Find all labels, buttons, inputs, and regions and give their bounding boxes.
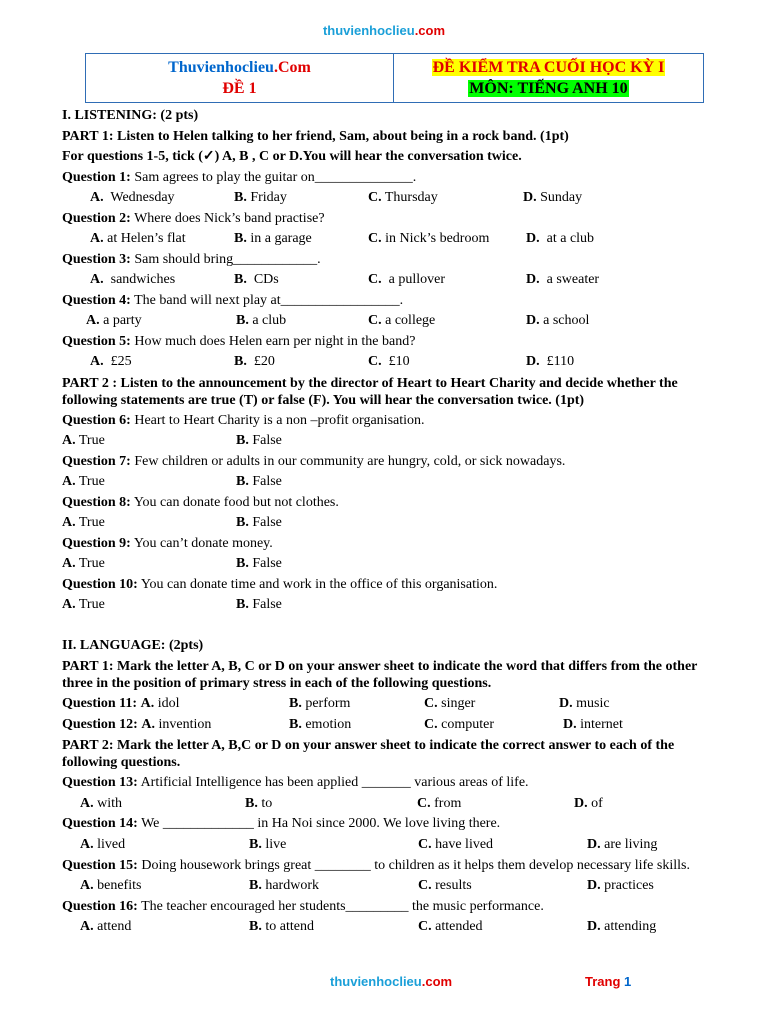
header-site-domain: .Com [273,59,311,76]
question-6-options: A. True B. False [62,433,282,448]
question-2: Question 2: Where does Nick’s band practise? [62,210,325,226]
page-number: Trang 1 [585,974,632,989]
question-4: Question 4: The band will next play at_________________. [62,292,404,308]
question-13-options: A. with B. to C. from D. of [80,795,603,811]
language-part-2-heading: PART 2: Mark the letter A, B,C or D on your answer sheet to indicate the correct answer to each of the following questions. [62,738,675,770]
question-7: Question 7: Few children or adults in our community are hungry, cold, or sick nowadays. [62,453,566,469]
question-13: Question 13: Artificial Intelligence has been applied _______ various areas of life. [62,775,529,790]
site-header [0,23,768,38]
question-10: Question 10: You can donate time and work in the office of this organisation. [62,576,498,592]
question-5: Question 5: How much does Helen earn per night in the band? [62,333,416,349]
question-10-options: A. True B. False [62,597,282,612]
exam-header-table [85,53,704,103]
site-name: thuvienhoclieu [322,23,415,38]
exam-title: ĐỀ KIỂM TRA CUỐI HỌC KỲ I [432,59,665,76]
site-domain: .com [414,23,446,38]
exam-subject: MÔN: TIẾNG ANH 10 [469,80,628,97]
question-16: Question 16: The teacher encouraged her students_________ the music performance. [62,898,544,914]
question-1-options: A. Wednesday B. Friday C. Thursday D. Sunday [90,190,583,205]
header-site-name: Thuvienhoclieu [168,59,274,76]
question-6: Question 6: Heart to Heart Charity is a non –profit organisation. [62,412,425,428]
footer-site: thuvienhoclieu.com [330,974,453,989]
question-15-options: A. benefits B. hardwork C. results D. practices [80,878,654,893]
page-footer [0,974,768,992]
section-title-language: II. LANGUAGE: (2pts) [62,637,204,653]
part-1-heading: PART 1: Listen to Helen talking to her friend, Sam, about being in a rock band. (1pt) [62,128,569,144]
question-5-options: A. £25 B. £20 C. £10 D. £110 [90,354,575,369]
question-8: Question 8: You can donate food but not clothes. [62,494,339,510]
part-1-instructions: For questions 1-5, tick (✓) A, B , C or D.You will hear the conversation twice. [62,149,522,164]
question-15: Question 15: Doing housework brings great ________ to children as it helps them develop necessary life skills. [62,858,690,873]
language-part-1-heading: PART 1: Mark the letter A, B, C or D on your answer sheet to indicate the word that differs from the other three in the position of primary stress in each of the following questions. [62,659,698,691]
question-3-options: A. sandwiches B. CDs C. a pullover D. a sweater [90,272,600,287]
part-2-heading: PART 2 : Listen to the announcement by the director of Heart to Heart Charity and decide whether the following statements are true (T) or false (F). You will hear the conversation twice. (1pt) [62,375,678,408]
question-8-options: A. True B. False [62,515,282,530]
section-title-listening: I. LISTENING: (2 pts) [62,108,199,123]
question-9-options: A. True B. False [62,556,282,571]
question-4-options: A. a party B. a club C. a college D. a school [86,313,590,328]
exam-content [62,106,726,938]
question-16-options: A. attend B. to attend C. attended D. attending [80,919,657,934]
question-12: Question 12: A. invention B. emotion C. computer D. internet [62,716,623,732]
question-2-options: A. at Helen’s flat B. in a garage C. in Nick’s bedroom D. at a club [90,231,595,246]
question-11: Question 11: A. idol B. perform C. singer D. music [62,696,610,711]
question-7-options: A. True B. False [62,474,282,489]
exam-code: ĐỀ 1 [222,80,257,97]
header-right-cell [394,54,703,102]
question-3: Question 3: Sam should bring____________. [62,251,321,267]
question-14: Question 14: We _____________ in Ha Noi since 2000. We love living there. [62,816,501,831]
question-9: Question 9: You can’t donate money. [62,535,273,551]
question-1: Question 1: Sam agrees to play the guitar on______________. [62,169,417,185]
header-left-cell [86,54,394,102]
question-14-options: A. lived B. live C. have lived D. are living [80,836,658,852]
